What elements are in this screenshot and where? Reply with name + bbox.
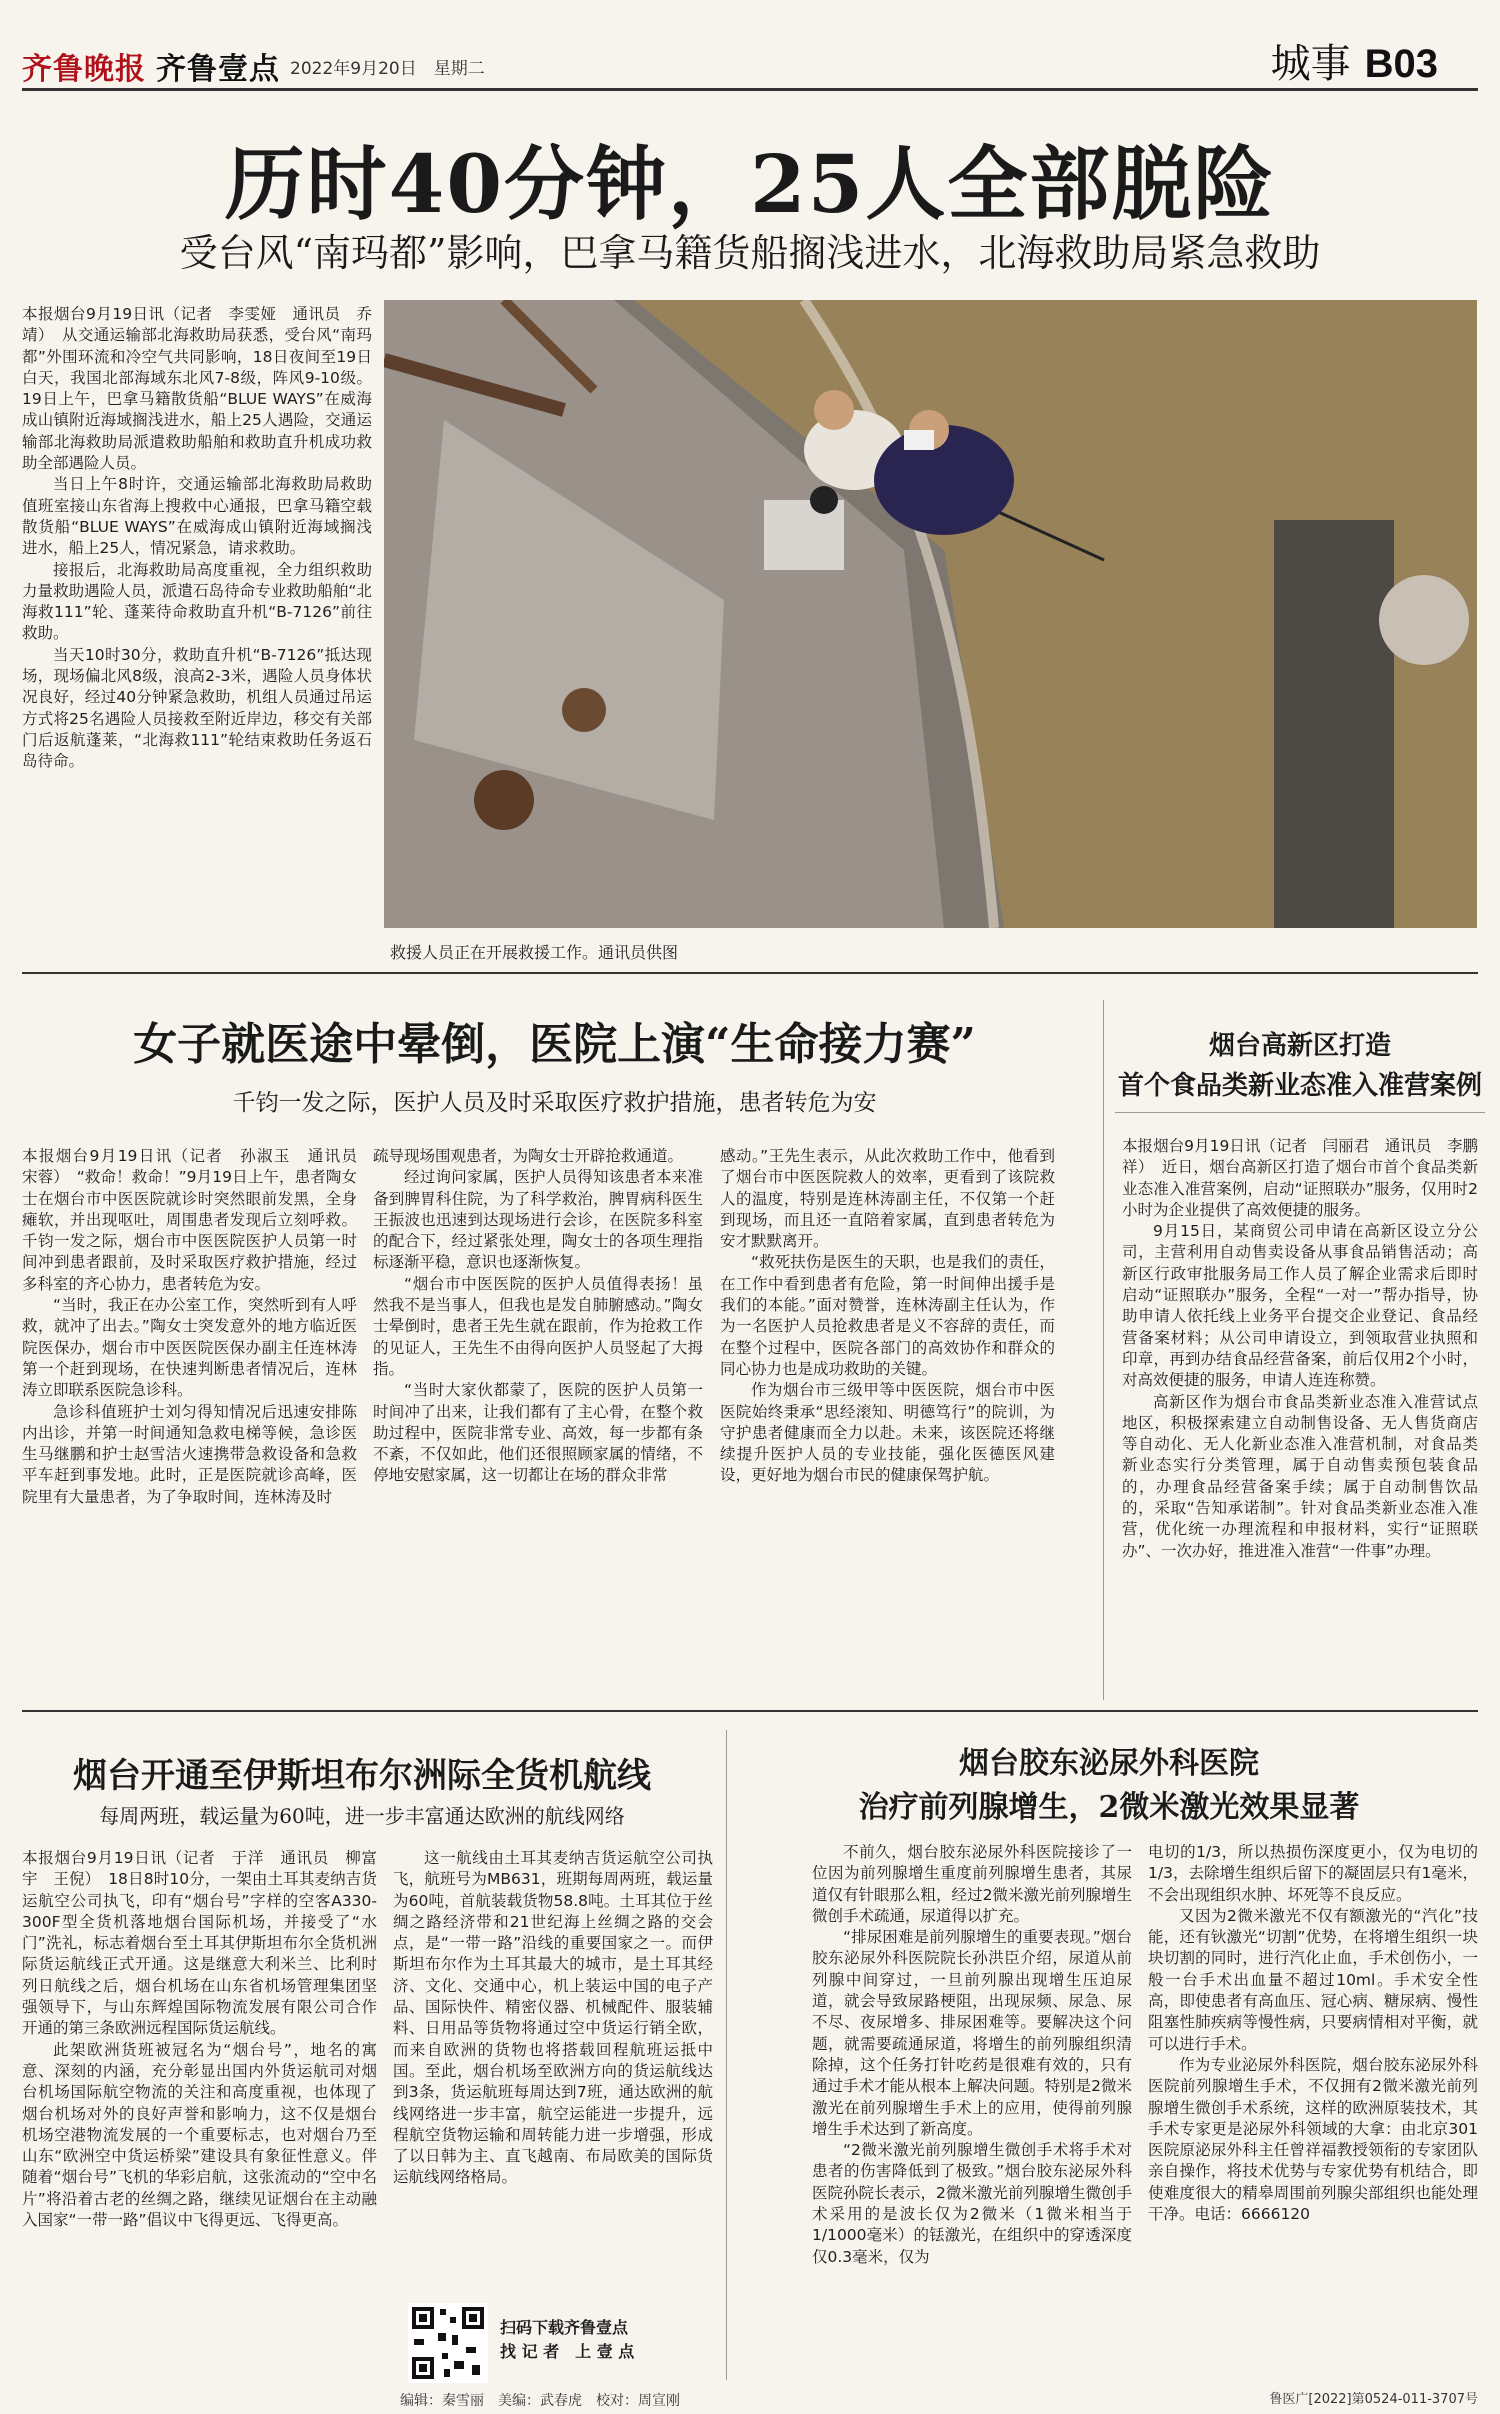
story4-headline: 烟台开通至伊斯坦布尔洲际全货机航线 bbox=[73, 1756, 651, 1796]
section-label bbox=[1271, 32, 1438, 89]
story2-paragraph: “烟台市中医医院的医护人员值得表扬！虽然我不是当事人，但我也是发自肺腑感动。”陶女士晕倒时，患者王先生就在跟前，作为抢救工作的见证人，王先生不由得向医护人员竖起了大拇指。 bbox=[373, 1274, 703, 1378]
newspaper-brand: 齐鲁晚报 齐鲁壹点 bbox=[22, 52, 280, 87]
story2-column-3 bbox=[720, 1146, 1055, 1487]
story2-paragraph: 疏导现场围观患者，为陶女士开辟抢救通道。 bbox=[373, 1147, 684, 1165]
story2-column-2 bbox=[373, 1146, 703, 1487]
story5-paragraph: “2微米激光前列腺增生微创手术将手术对患者的伤害降低到了极致。”烟台胶东泌尿外科医院孙院长表示，2微米激光前列腺增生微创手术采用的是波长仅为2微米（1微米相当于1/1000毫米）的铥激光，在组织中的穿透深度仅0.3毫米，仅为 bbox=[812, 2141, 1132, 2266]
editor-credits: 编辑：秦雪丽 美编：武春虎 校对：周宣刚 bbox=[400, 2393, 680, 2409]
story2-paragraph: 经过询问家属，医护人员得知该患者本来准备到脾胃科住院，为了科学救治，脾胃病科医生王振波也迅速到达现场进行会诊，在医院多科室的配合下，经过紧张处理，陶女士的各项生理指标逐渐平稳，意识也逐渐恢复。 bbox=[373, 1168, 703, 1272]
story1-paragraph: 接报后，北海救助局高度重视，全力组织救助力量救助遇险人员，派遣石岛待命专业救助船舶“北海救111”轮、蓬莱待命救助直升机“B-7126”前往救助。 bbox=[22, 560, 372, 643]
story5-paragraph: 电切的1/3，所以热损伤深度更小，仅为电切的1/3，去除增生组织后留下的凝固层只有1毫米，不会出现组织水肿、坏死等不良反应。 bbox=[1148, 1843, 1478, 1904]
story4-column-1 bbox=[22, 1848, 377, 2231]
divider bbox=[22, 1710, 1478, 1712]
story2-paragraph: 急诊科值班护士刘匀得知情况后迅速安排陈内出诊，并第一时间通知急救电梯等候，急诊医生马继鹏和护士赵雪洁火速携带急救设备和急救平车赶到事发地。此时，正是医院就诊高峰，医院里有大量患者，为了争取时间，连林涛及时 bbox=[22, 1402, 357, 1506]
story1-headline: 历时40分钟，25人全部脱险 bbox=[224, 137, 1276, 231]
story4-paragraph: 此架欧洲货班被冠名为“烟台号”，地名的寓意、深刻的内涵，充分彰显出国内外货运航司对烟台机场国际航空物流的关注和高度重视，也体现了烟台机场对外的良好声誉和影响力，这不仅是烟台机场空港物流发展的一个重要标志，也对烟台乃至山东“欧洲空中货运桥梁”建设具有象征性意义。伴随着“烟台号”飞机的华彩启航，这张流动的“空中名片”将沿着古老的丝绸之路，继续见证烟台在主动融入国家“一带一路”倡议中飞得更远、飞得更高。 bbox=[22, 2040, 377, 2230]
story2-column-1 bbox=[22, 1146, 373, 1508]
story4-subhead: 每周两班，载运量为60吨，进一步丰富通达欧洲的航线网络 bbox=[99, 1804, 625, 1828]
story5-paragraph: 不前久，烟台胶东泌尿外科医院接诊了一位因为前列腺增生重度前列腺增生患者，其尿道仅有针眼那么粗，经过2微米激光前列腺增生微创手术疏通，尿道得以扩充。 bbox=[812, 1843, 1132, 1925]
story1-subhead: 受台风“南玛都”影响，巴拿马籍货船搁浅进水，北海救助局紧急救助 bbox=[179, 231, 1321, 275]
story3-paragraph: 9月15日，某商贸公司申请在高新区设立分公司，主营利用自动售卖设备从事食品销售活动；高新区行政审批服务局工作人员了解企业需求后即时启动“证照联办”服务，全程“一对一”帮办指导，协助申请人依托线上业务平台提交企业登记、食品经营备案材料；从公司申请设立，到领取营业执照和印章，再到办结食品经营备案，前后仅用2个小时，对高效便捷的服务，申请人连连称赞。 bbox=[1122, 1222, 1478, 1390]
story4-paragraph: 这一航线由土耳其麦纳吉货运航空公司执飞，航班号为MB631，班期每周两班，载运量为60吨，首航装载货物58.8吨。土耳其位于丝绸之路经济带和21世纪海上丝绸之路的交会点，是“一带一路”沿线的重要国家之一。而伊斯坦布尔作为土耳其最大的城市，是土耳其经济、文化、交通中心，机上装运中国的电子产品、国际快件、精密仪器、机械配件、服装辅料、日用品等货物将通过空中货运行销全欧，而来自欧洲的货物也将搭载回程航班运抵中国。至此，烟台机场至欧洲方向的货运航线达到3条，货运航班每周达到7班，通达欧洲的航线网络进一步丰富，航空运能进一步提升，远程航空货物运输和周转能力进一步增强，形成了以日韩为主、直飞越南、布局欧美的国际货运航线网络格局。 bbox=[393, 1849, 713, 2187]
column-divider bbox=[1103, 1000, 1104, 1700]
ad-approval-code: 鲁医广[2022]第0524-011-3707号 bbox=[1269, 2392, 1478, 2407]
story3-paragraph: 本报烟台9月19日讯（记者 闫丽君 通讯员 李鹏祥） 近日，烟台高新区打造了烟台市首个食品类新业态准入准营案例，启动“证照联办”服务，仅用时2小时为企业提供了高效便捷的服务。 bbox=[1122, 1137, 1478, 1219]
story1-paragraph: 当日上午8时许，交通运输部北海救助局救助值班室接山东省海上搜救中心通报，巴拿马籍空载散货船“BLUE WAYS”在威海成山镇附近海域搁浅进水，船上25人，情况紧急，请求救助。 bbox=[22, 475, 372, 558]
story5-column-1 bbox=[812, 1842, 1132, 2268]
story2-paragraph: “当时大家伙都蒙了，医院的医护人员第一时间冲了出来，让我们都有了主心骨，在整个救助过程中，医院非常专业、高效，每一步都有条不紊，不仅如此，他们还很照顾家属的情绪，不停地安慰家属，这一切都让在场的群众非常 bbox=[373, 1381, 703, 1485]
photo-caption: 救援人员正在开展救援工作。通讯员供图 bbox=[390, 943, 679, 962]
story1-paragraph: 当天10时30分，救助直升机“B-7126”抵达现场，现场偏北风8级，浪高2-3米，遇险人员身体状况良好，经过40分钟紧急救助，机组人员通过吊运方式将25名遇险人员接救至附近岸边，移交有关部门后返航蓬莱，“北海救111”轮结束救助任务返石岛待命。 bbox=[22, 645, 372, 771]
rescue-photo bbox=[384, 300, 1477, 928]
story5-paragraph: 又因为2微米激光不仅有额激光的“汽化”技能，还有钬激光“切割”优势，在将增生组织一块块切割的同时，进行汽化止血，手术创伤小，一般一台手术出血量不超过10ml。手术安全性高，即使患者有高血压、冠心病、糖尿病、慢性阻塞性肺疾病等慢性病，只要病情相对平衡，就可以进行手术。 bbox=[1148, 1906, 1478, 2053]
qr-promo: 扫码下载齐鲁壹点 找 记 者 上 壹 点 bbox=[500, 2318, 635, 2361]
issue-date: 2022年9月20日 星期二 bbox=[290, 59, 485, 79]
divider bbox=[22, 972, 1478, 974]
story3-paragraph: 高新区作为烟台市食品类新业态准入准营试点地区，积极探索建立自动制售设备、无人售货商店等自动化、无人化新业态准入准营机制，对食品类新业态实行分类管理，属于自动售卖预包装食品的，办理食品经营备案手续；属于自动制售饮品的，采取“告知承诺制”。针对食品类新业态准入准营，优化统一办理流程和申报材料，实行“证照联办”、一次办好，推进准入准营“一件事”办理。 bbox=[1122, 1392, 1478, 1560]
story1-body bbox=[22, 304, 372, 773]
story2-subhead: 千钧一发之际，医护人员及时采取医疗救护措施，患者转危为安 bbox=[232, 1090, 877, 1116]
story5-paragraph: 作为专业泌尿外科医院，烟台胶东泌尿外科医院前列腺增生手术，不仅拥有2微米激光前列腺增生微创手术系统，这样的欧洲原装技术，其手术专家更是泌尿外科领域的大拿：由北京301医院原泌尿外科主任曾祥福教授领衔的专家团队亲自操作，将技术优势与专家优势有机结合，即使难度很大的精皋周围前列腺尖部组织也能处理干净。电话：6666120 bbox=[1148, 2055, 1478, 2224]
story2-paragraph: “当时，我正在办公室工作，突然听到有人呼救，就冲了出去。”陶女士突发意外的地方临近医院医保办，烟台市中医医院医保办副主任连林涛第一个赶到现场，在快速判断患者情况后，连林涛立即联系医院急诊科。 bbox=[22, 1296, 357, 1400]
story2-paragraph: 本报烟台9月19日讯（记者 孙淑玉 通讯员 宋蓉） “救命！救命！”9月19日上午，患者陶女士在烟台市中医医院就诊时突然眼前发黑，全身瘫软，并出现呕吐，周围患者发现后立刻呼救。千钧一发之际，烟台市中医医院医护人员第一时间冲到患者跟前，及时采取医疗救护措施，经过多科室的齐心协力，患者转危为安。 bbox=[22, 1147, 373, 1293]
story2-paragraph: “救死扶伤是医生的天职，也是我们的责任，在工作中看到患者有危险，第一时间伸出援手是我们的本能。”面对赞誉，连林涛副主任认为，作为一名医护人员抢救患者是义不容辞的责任，而在整个过程中，医院各部门的高效协作和群众的同心协力也是成功救助的关键。 bbox=[720, 1253, 1055, 1378]
qr-code-icon bbox=[408, 2303, 488, 2383]
section-name: 城事 bbox=[1270, 41, 1351, 87]
story5-column-2 bbox=[1148, 1842, 1478, 2225]
story3-headline: 烟台高新区打造 首个食品类新业态准入准营案例 bbox=[1117, 1031, 1482, 1101]
story5-paragraph: “排尿困难是前列腺增生的重要表现。”烟台胶东泌尿外科医院院长孙洪臣介绍，尿道从前列腺中间穿过，一旦前列腺出现增生压迫尿道，就会导致尿路梗阻，出现尿频、尿急、尿不尽、夜尿增多、排尿困难等。要解决这个问题，就需要疏通尿道，将增生的前列腺组织清除掉，这个任务打针吃药是很难有效的，只有通过手术才能从根本上解决问题。特别是2微米激光在前列腺增生手术上的应用，使得前列腺增生手术达到了新高度。 bbox=[812, 1928, 1132, 2138]
story3-title-rule bbox=[1115, 1112, 1485, 1113]
story2-paragraph: 作为烟台市三级甲等中医医院，烟台市中医医院始终秉承“思经滚知、明德笃行”的院训，为守护患者健康而全力以赴。未来，该医院还将继续提升医护人员的专业技能，强化医德医风建设，更好地为烟台市民的健康保驾护航。 bbox=[720, 1381, 1055, 1485]
column-divider bbox=[726, 1730, 727, 2380]
header-rule bbox=[22, 88, 1478, 91]
story4-paragraph: 本报烟台9月19日讯（记者 于洋 通讯员 柳富宇 王倪） 18日8时10分，一架由土耳其麦纳吉货运航空公司执飞，印有“烟台号”字样的空客A330-300F型全货机落地烟台国际机场，并接受了“水门”洗礼，标志着烟台至土耳其伊斯坦布尔全货机洲际货运航线正式开通。这是继意大利米兰、比利时列日航线之后，烟台机场在山东省机场管理集团坚强领导下，与山东辉煌国际物流发展有限公司合作开通的第三条欧洲远程国际货运航线。 bbox=[22, 1849, 377, 2038]
qr-code[interactable] bbox=[408, 2303, 488, 2383]
story1-paragraph: 本报烟台9月19日讯（记者 李雯娅 通讯员 乔靖） 从交通运输部北海救助局获悉，受台风“南玛都”外围环流和冷空气共同影响，18日夜间至19日白天，我国北部海域东北风7-8级，阵风9-10级。19日上午，巴拿马籍散货船“BLUE WAYS”在威海成山镇附近海域搁浅进水，船上25人遇险，交通运输部北海救助局派遣救助船舶和救助直升机成功救助全部遇险人员。 bbox=[22, 305, 372, 473]
rescue-photo-illustration bbox=[384, 300, 1477, 928]
page-number: B03 bbox=[1364, 42, 1438, 86]
story3-body bbox=[1122, 1136, 1478, 1562]
story2-headline: 女子就医途中晕倒，医院上演“生命接力赛” bbox=[133, 1019, 976, 1070]
story4-column-2 bbox=[393, 1848, 713, 2189]
story5-headline: 烟台胶东泌尿外科医院 治疗前列腺增生，2微米激光效果显著 bbox=[858, 1746, 1360, 1825]
story2-paragraph: 感动。”王先生表示，从此次救助工作中，他看到了烟台市中医医院救人的效率，更看到了该院救人的温度，特别是连林涛副主任，不仅第一个赶到现场，而且还一直陪着家属，直到患者转危为安才默默离开。 bbox=[720, 1147, 1055, 1251]
